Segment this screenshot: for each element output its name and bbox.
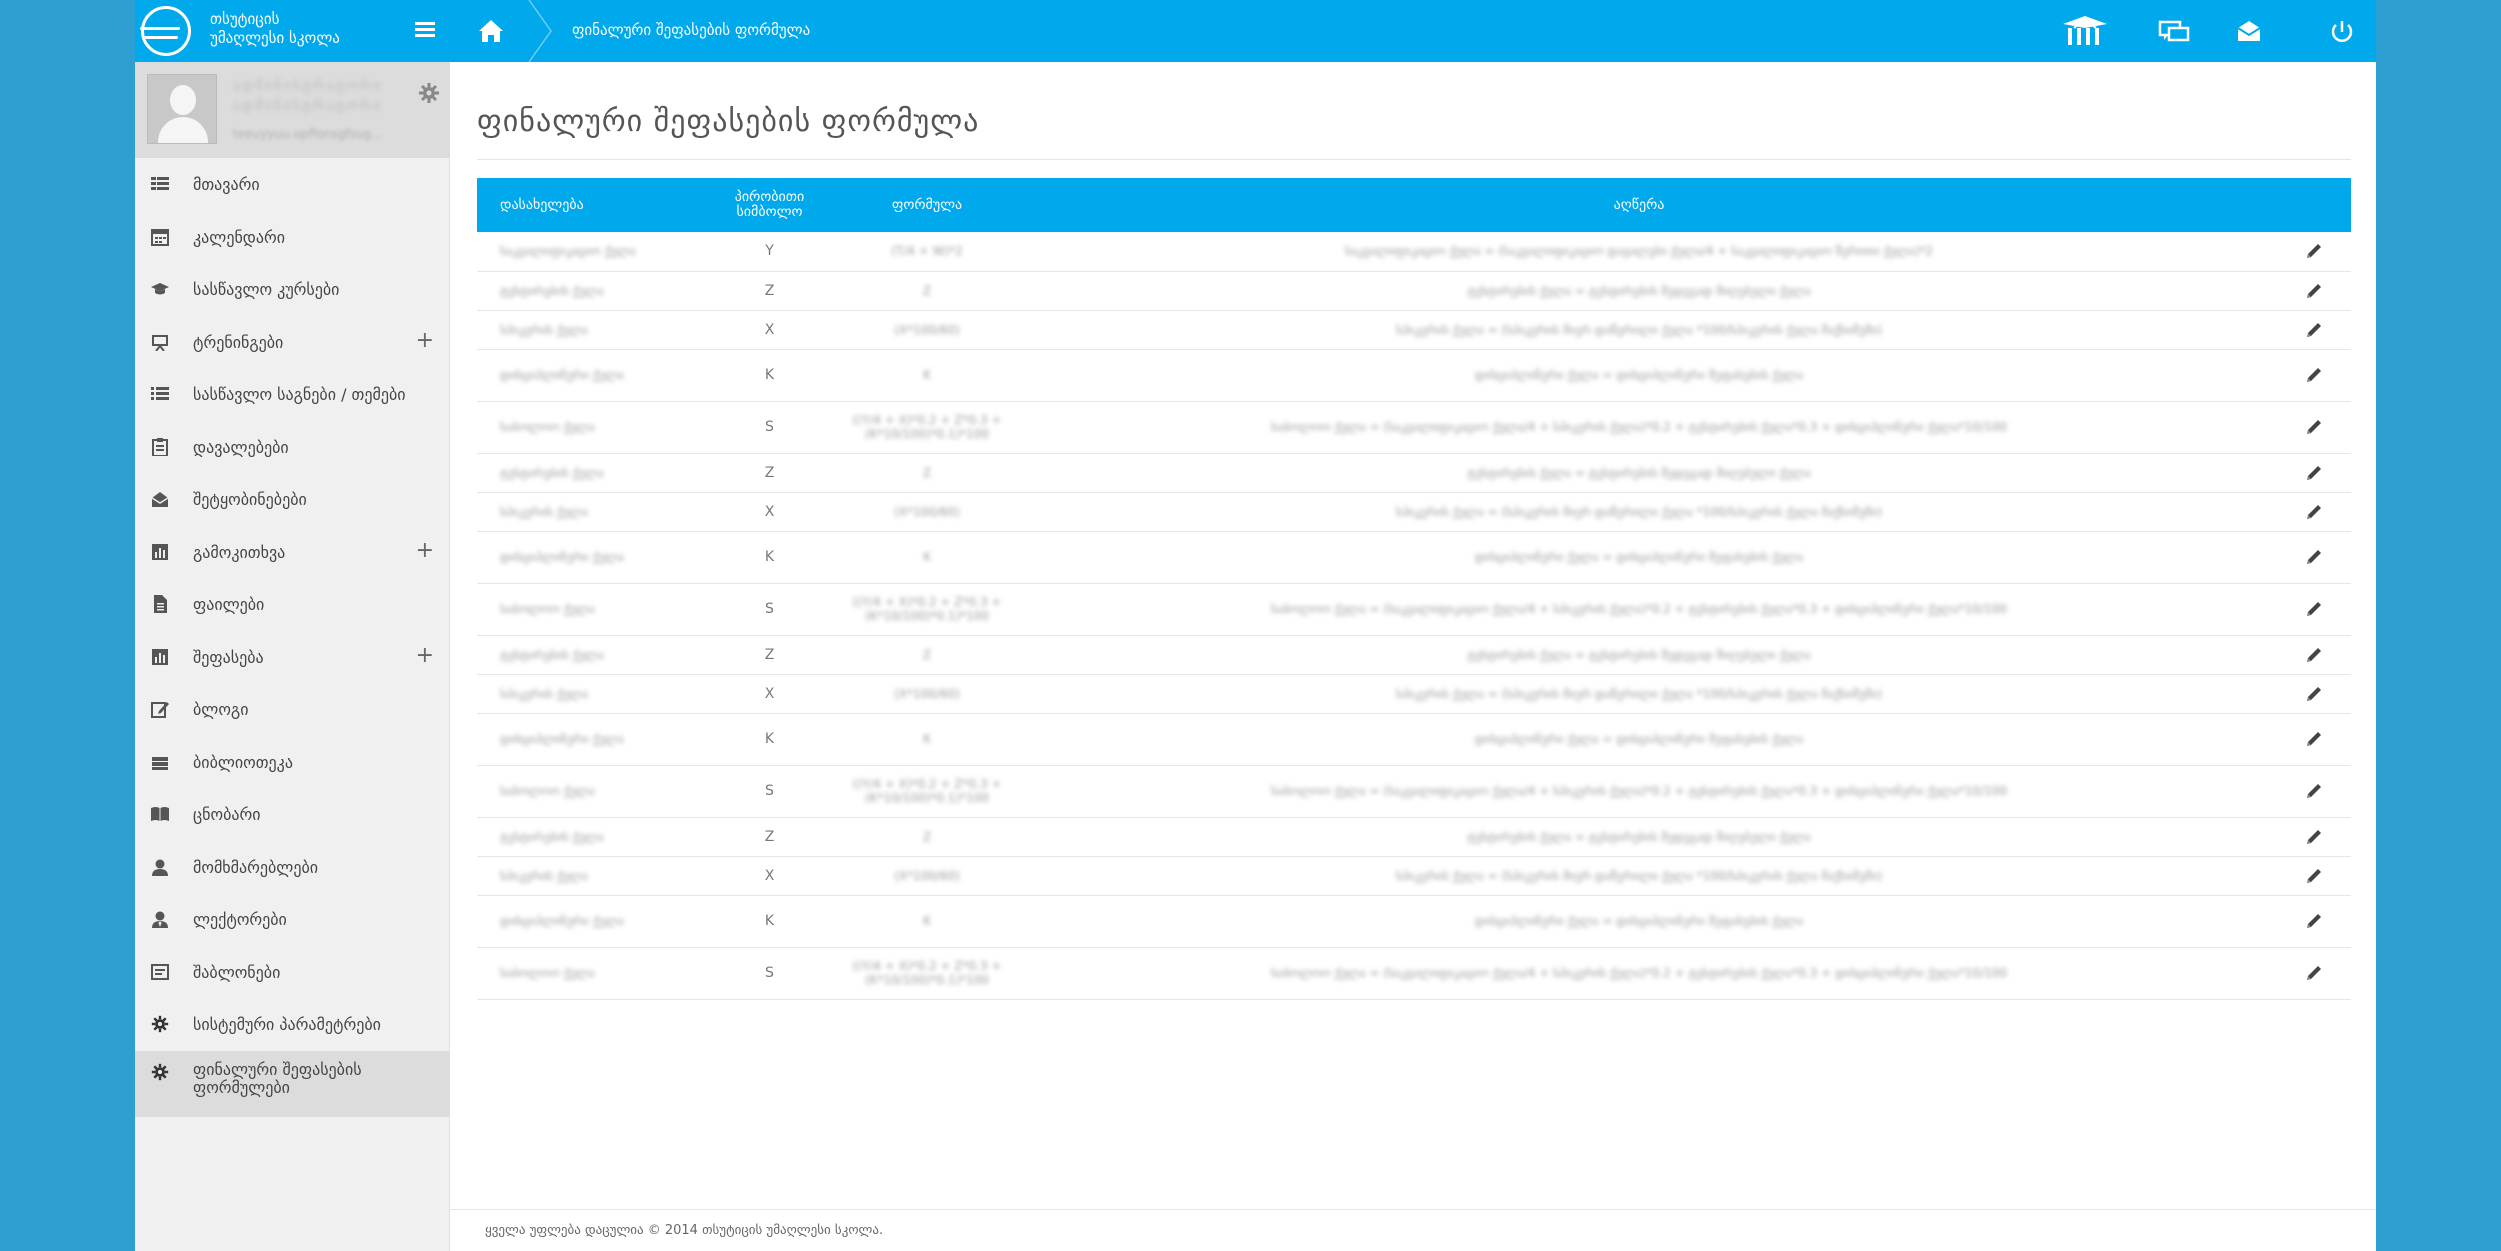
sidebar-item-9[interactable] [135, 631, 450, 684]
edit-pencil-icon[interactable] [2305, 503, 2323, 521]
sidebar-item-0[interactable] [135, 158, 450, 211]
table-row [477, 856, 2351, 895]
sidebar-item-6[interactable] [135, 473, 450, 526]
row-symbol: K [764, 913, 775, 929]
sidebar-item-2[interactable] [135, 263, 450, 316]
sidebar-item-label: სასწავლო კურსები [193, 280, 340, 299]
logo-text-line2: უმაღლესი სკოლა [210, 29, 340, 47]
row-name: საბოლოო ქულა [500, 966, 595, 980]
row-symbol: X [764, 867, 775, 884]
main-content [450, 62, 2376, 1251]
sidebar-item-4[interactable] [135, 368, 450, 421]
home-icon[interactable] [475, 15, 507, 47]
graduation-cap-icon [151, 280, 169, 298]
row-formula: ((Y/4 + X)*0.2 + Z*0.3 + (K*10/100)*0.1)*100 [852, 959, 1002, 987]
logo[interactable] [135, 0, 450, 62]
row-formula: (X*100/60) [894, 322, 960, 337]
column-header-symbol[interactable] [727, 178, 812, 232]
table-row [477, 492, 2351, 531]
edit-pencil-icon[interactable] [2305, 964, 2323, 982]
row-symbol: S [765, 419, 774, 435]
table-row [477, 453, 2351, 492]
edit-pencil-icon[interactable] [2305, 912, 2323, 930]
row-formula: K [923, 732, 931, 746]
edit-pencil-icon[interactable] [2305, 282, 2323, 300]
row-description: ტესტირების ქულა = ტესტირების შედეგად მიღებული ქულა [1467, 283, 1811, 298]
grid-icon [151, 175, 169, 193]
row-formula: Z [922, 465, 932, 480]
calendar-icon [151, 228, 169, 246]
row-description: დისციპლინური ქულა = დისციპლინური შეფასების ქულა [1474, 550, 1804, 564]
row-description: დისციპლინური ქულა = დისციპლინური შეფასების ქულა [1474, 732, 1804, 746]
footer-copyright: ყველა უფლება დაცულია © 2014 თსუტიცის უმაღლესი სკოლა. [485, 1223, 884, 1238]
column-header-symbol-line1: პირობითი [734, 189, 805, 205]
edit-pencil-icon[interactable] [2305, 242, 2323, 260]
row-description: სპიკერის ქულა = (სპიკერის მიერ დაწერილი ქულა *100/სპიკერის ქულა მაქსიმუმი) [1395, 868, 1883, 883]
table-row [477, 713, 2351, 765]
table-row [477, 310, 2351, 349]
row-name: სპიკერის ქულა [500, 504, 588, 519]
footer-divider [450, 1209, 2376, 1210]
messages-icon[interactable] [2157, 14, 2191, 48]
table-body [477, 232, 2351, 999]
page-title: ფინალური შეფასების ფორმულა [477, 104, 980, 139]
row-formula: (X*100/60) [894, 686, 960, 701]
profile-settings-gear-icon[interactable] [418, 82, 440, 104]
expand-plus-icon[interactable]: + [415, 642, 434, 668]
sidebar-item-13[interactable] [135, 841, 450, 894]
formula-table [477, 178, 2351, 1000]
row-symbol: X [764, 321, 775, 338]
row-symbol: Z [764, 646, 775, 663]
user-tie-icon [151, 910, 169, 928]
logo-text-line1: თსუტიცის [210, 10, 280, 28]
sidebar-item-label: ცნობარი [193, 805, 261, 824]
sidebar-item-7[interactable] [135, 526, 450, 579]
sidebar [135, 62, 450, 1251]
column-header-name[interactable]: დასახელება [500, 196, 584, 213]
hamburger-menu-icon[interactable] [413, 18, 437, 44]
column-header-formula[interactable]: ფორმულა [891, 196, 963, 213]
file-icon [151, 595, 169, 613]
gear-icon [151, 1063, 169, 1081]
user-profile-panel [135, 62, 450, 158]
row-formula: K [923, 914, 931, 928]
table-row [477, 271, 2351, 310]
row-description: სპიკერის ქულა = (სპიკერის მიერ დაწერილი ქულა *100/სპიკერის ქულა მაქსიმუმი) [1395, 504, 1883, 519]
envelope-open-icon[interactable] [2234, 14, 2264, 48]
gear-icon [151, 1015, 169, 1033]
row-symbol: K [764, 731, 775, 747]
sidebar-item-label: შეტყობინებები [193, 490, 307, 509]
breadcrumb-current[interactable]: ფინალური შეფასების ფორმულა [572, 21, 811, 39]
row-name: დისციპლინური ქულა [500, 550, 624, 564]
row-formula: ((Y/4 + X)*0.2 + Z*0.3 + (K*10/100)*0.1)*100 [852, 595, 1002, 623]
table-row [477, 232, 2351, 271]
edit-pencil-icon[interactable] [2305, 685, 2323, 703]
edit-pencil-icon[interactable] [2305, 418, 2323, 436]
sidebar-item-label: ლექტორები [193, 910, 287, 929]
edit-pencil-icon[interactable] [2305, 321, 2323, 339]
row-name: დისციპლინური ქულა [500, 732, 624, 746]
row-name: სპიკერის ქულა [500, 868, 588, 883]
edit-pencil-icon[interactable] [2305, 782, 2323, 800]
sidebar-item-12[interactable] [135, 788, 450, 841]
library-building-icon[interactable] [2060, 14, 2110, 48]
clipboard-icon [151, 438, 169, 456]
expand-plus-icon[interactable]: + [415, 327, 434, 353]
row-name: ტესტირების ქულა [500, 465, 604, 480]
row-name: სპიკერის ქულა [500, 686, 588, 701]
sidebar-item-label: ფინალური შეფასების ფორმულები [193, 1059, 362, 1097]
app-window [135, 0, 2376, 1251]
sidebar-item-8[interactable] [135, 578, 450, 631]
row-description: სპიკერის ქულა = (სპიკერის მიერ დაწერილი ქულა *100/სპიკერის ქულა მაქსიმუმი) [1395, 322, 1883, 337]
row-symbol: S [765, 783, 774, 799]
table-header-row [477, 178, 2351, 232]
row-formula: (X*100/60) [894, 868, 960, 883]
sidebar-item-label: სისტემური პარამეტრები [193, 1015, 381, 1034]
row-description: დისციპლინური ქულა = დისციპლინური შეფასების ქულა [1474, 914, 1804, 928]
title-divider [477, 159, 2351, 160]
bar-chart-icon [151, 543, 169, 561]
breadcrumb-separator [527, 0, 557, 62]
row-symbol: S [765, 601, 774, 617]
power-icon[interactable] [2327, 14, 2357, 48]
sidebar-item-label: ფაილები [193, 595, 265, 614]
sidebar-item-label: შეფასება [193, 647, 264, 667]
row-name: დისციპლინური ქულა [500, 914, 624, 928]
row-description: საბოლოო ქულა = (საკვალიფიკაციო ქულა/4 + სპიკერის ქულა)*0.2 + ტესტირების ქულა*0.3 + დისციპლინური ქულა*10/100 [1270, 784, 2008, 798]
sidebar-item-label: მთავარი [193, 175, 260, 194]
list-icon [151, 385, 169, 403]
row-description: ტესტირების ქულა = ტესტირების შედეგად მიღებული ქულა [1467, 647, 1811, 662]
row-symbol: K [764, 367, 775, 383]
sidebar-item-15[interactable] [135, 946, 450, 999]
column-header-actions [2236, 178, 2351, 232]
row-symbol: X [764, 503, 775, 520]
row-symbol: S [765, 965, 774, 981]
sidebar-item-14[interactable] [135, 893, 450, 946]
expand-plus-icon[interactable]: + [415, 537, 434, 563]
edit-pencil-icon[interactable] [2305, 366, 2323, 384]
row-name: ტესტირების ქულა [500, 283, 604, 298]
edit-pencil-icon[interactable] [2305, 867, 2323, 885]
row-formula: (X*100/60) [894, 504, 960, 519]
row-formula: K [923, 550, 931, 564]
edit-pencil-icon[interactable] [2305, 646, 2323, 664]
profile-name-line1: ადმინისტრატორი [233, 78, 382, 94]
sidebar-item-label: ბიბლიოთეკა [193, 752, 293, 772]
edit-pencil-icon[interactable] [2305, 548, 2323, 566]
sidebar-item-label: სასწავლო საგნები / თემები [193, 385, 406, 404]
row-description: დისციპლინური ქულა = დისციპლინური შეფასების ქულა [1474, 368, 1804, 382]
row-symbol: Y [765, 243, 774, 260]
row-formula: Z [922, 829, 932, 844]
sidebar-item-5[interactable] [135, 421, 450, 474]
sidebar-item-10[interactable] [135, 683, 450, 736]
row-formula: Z [922, 283, 932, 298]
sidebar-item-17[interactable] [135, 1051, 450, 1117]
column-header-symbol-line2: სიმბოლო [736, 204, 803, 220]
row-description: სპიკერის ქულა = (სპიკერის მიერ დაწერილი ქულა *100/სპიკერის ქულა მაქსიმუმი) [1395, 686, 1883, 701]
row-symbol: X [764, 685, 775, 702]
sidebar-item-3[interactable] [135, 316, 450, 369]
table-row [477, 817, 2351, 856]
row-formula: K [923, 368, 931, 382]
user-icon [151, 858, 169, 876]
book-open-icon [151, 805, 169, 823]
row-name: საბოლოო ქულა [500, 420, 595, 434]
row-name: დისციპლინური ქულა [500, 368, 624, 382]
sidebar-item-16[interactable] [135, 998, 450, 1051]
table-row [477, 531, 2351, 583]
sidebar-item-label: დავალებები [193, 437, 289, 457]
sidebar-item-label: გამოკითხვა [193, 542, 286, 562]
row-description: ტესტირების ქულა = ტესტირების შედეგად მიღებული ქულა [1467, 465, 1811, 480]
row-symbol: Z [764, 828, 775, 845]
books-icon [151, 753, 169, 771]
table-row [477, 349, 2351, 401]
top-navbar [135, 0, 2376, 62]
table-row [477, 947, 2351, 999]
row-formula: Z [922, 647, 932, 662]
row-name: ტესტირების ქულა [500, 647, 604, 662]
sidebar-item-label: ტრენინგები [193, 332, 284, 352]
column-header-description[interactable]: აღწერა [1613, 196, 1665, 213]
row-name: საბოლოო ქულა [500, 602, 595, 616]
row-name: საკვალიფიკაციო ქულა [500, 244, 636, 259]
sidebar-item-label: კალენდარი [193, 227, 286, 247]
logo-emblem-icon [141, 6, 191, 56]
row-description: ტესტირების ქულა = ტესტირების შედეგად მიღებული ქულა [1467, 829, 1811, 844]
row-description: საბოლოო ქულა = (საკვალიფიკაციო ქულა/4 + სპიკერის ქულა)*0.2 + ტესტირების ქულა*0.3 + დისციპლინური ქულა*10/100 [1270, 420, 2008, 434]
row-formula: ((Y/4 + X)*0.2 + Z*0.3 + (K*10/100)*0.1)*100 [852, 777, 1002, 805]
edit-pencil-icon[interactable] [2305, 464, 2323, 482]
table-row [477, 635, 2351, 674]
table-row [477, 765, 2351, 817]
row-name: სპიკერის ქულა [500, 322, 588, 337]
profile-email: teeuyyuu.opffonsgfsug... [233, 127, 383, 141]
table-row [477, 674, 2351, 713]
row-description: საბოლოო ქულა = (საკვალიფიკაციო ქულა/4 + სპიკერის ქულა)*0.2 + ტესტირების ქულა*0.3 + დისციპლინური ქულა*10/100 [1270, 966, 2008, 980]
table-row [477, 895, 2351, 947]
profile-name-line2: ადმინისტრატორი [233, 98, 382, 114]
edit-icon [151, 700, 169, 718]
row-symbol: Z [764, 464, 775, 481]
presentation-icon [151, 333, 169, 351]
avatar[interactable] [147, 74, 217, 144]
envelope-open-icon [151, 490, 169, 508]
sidebar-item-label: შაბლონები [193, 962, 281, 982]
sidebar-nav [135, 158, 450, 1117]
row-formula: (T/4 + W)*2 [891, 244, 963, 259]
template-icon [151, 963, 169, 981]
row-name: ტესტირების ქულა [500, 829, 604, 844]
sidebar-item-label: ბლოგი [193, 700, 249, 719]
edit-pencil-icon[interactable] [2305, 828, 2323, 846]
sidebar-item-1[interactable] [135, 211, 450, 264]
row-name: საბოლოო ქულა [500, 784, 595, 798]
row-symbol: K [764, 549, 775, 565]
row-description: საკვალიფიკაციო ქულა = (საკვალიფიკაციო დავალები ქულა/4 + საკვალიფიკაციო წერითი ქულა)*2 [1345, 244, 1933, 259]
row-formula: ((Y/4 + X)*0.2 + Z*0.3 + (K*10/100)*0.1)*100 [852, 413, 1002, 441]
bar-chart-icon [151, 648, 169, 666]
table-row [477, 401, 2351, 453]
sidebar-item-label: მომხმარებლები [193, 857, 318, 877]
row-symbol: Z [764, 282, 775, 299]
edit-pencil-icon[interactable] [2305, 730, 2323, 748]
edit-pencil-icon[interactable] [2305, 600, 2323, 618]
row-description: საბოლოო ქულა = (საკვალიფიკაციო ქულა/4 + სპიკერის ქულა)*0.2 + ტესტირების ქულა*0.3 + დისციპლინური ქულა*10/100 [1270, 602, 2008, 616]
table-row [477, 583, 2351, 635]
sidebar-item-11[interactable] [135, 736, 450, 789]
